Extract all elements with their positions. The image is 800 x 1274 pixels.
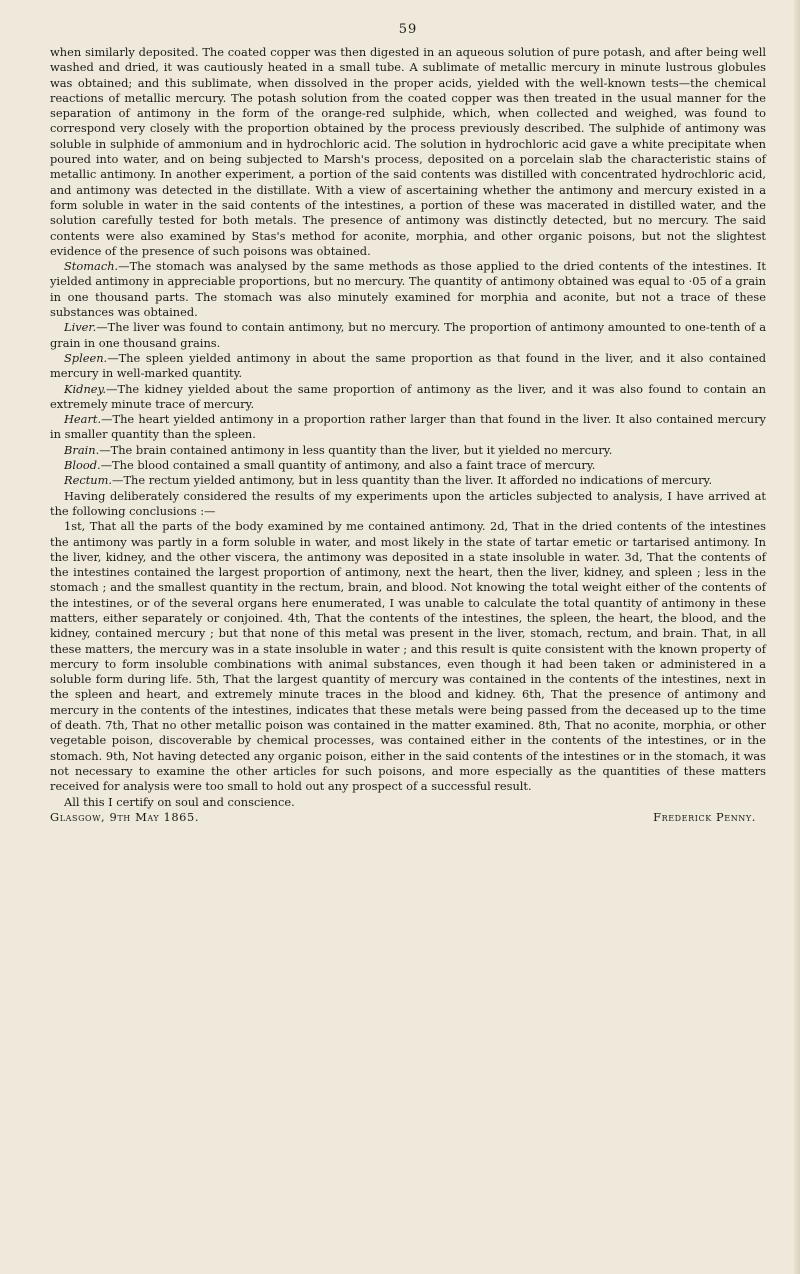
paragraph-text: —The stomach was analysed by the same methods as those applied to the dried contents of the intestines. It yielded antimony in appreciable proportions, but no mercury. The quantity of antimony obtained was equal to ·05 of a grain in one thousand parts. The stomach was also minutely examined for morphia and aconite, but not a trace of these substances was obtained.	[50, 259, 766, 320]
paragraph-text: —The heart yielded antimony in a proportion rather larger than that found in the liver. It also contained mercury in smaller quantity than the spleen.	[50, 412, 766, 442]
body-text	[50, 45, 766, 825]
paragraph-certification	[50, 795, 766, 810]
section-title-kidney: Kidney.	[64, 381, 107, 396]
signatory-name: Frederick Penny.	[653, 809, 756, 824]
section-title-stomach: Stomach.	[64, 259, 119, 274]
paragraph-text: —The liver was found to contain antimony, but no mercury. The proportion of antimony amounted to one-tenth of a grain in one thousand grains.	[50, 320, 766, 350]
paragraph-kidney	[50, 382, 766, 413]
paragraph-text: 1st, That all the parts of the body examined by me contained antimony. 2d, That in the dried contents of the intestines the antimony was partly in a form soluble in water, and most likely in the state of tartar emetic or tartarised antimony. In the liver, kidney, and the other viscera, the antimony was deposited in a state insoluble in water. 3d, That the contents of the intestines contained the largest proportion of antimony, next the heart, then the liver, kidney, and spleen ; less in the stomach ; and the smallest quantity in the rectum, brain, and blood. Not knowing the total weight either of the contents of the intestines, or of the several organs here enumerated, I was unable to calculate the total quantity of antimony in these matters, either separately or conjoined. 4th, That the contents of the intestines, the spleen, the heart, the blood, and the kidney, contained mercury ; but that none of this metal was present in the liver, stomach, rectum, and brain. That, in all these matters, the mercury was in a state insoluble in water ; and this result is quite consistent with the known property of mercury to form insoluble combinations with animal substances, even though it had been taken or administered in a soluble form during life. 5th, That the largest quantity of mercury was contained in the contents of the intestines, next in the spleen and heart, and extremely minute traces in the blood and kidney. 6th, That the presence of antimony and mercury in the contents of the intestines, indicates that these metals were being passed from the deceased up to the time of death. 7th, That no other metallic poison was contained in the matter examined. 8th, That no aconite, morphia, or other vegetable poison, discoverable by chemical processes, was contained either in the contents of the intestines, or in the stomach. 9th, Not having detected any organic poison, either in the said contents of the intestines or in the stomach, it was not necessary to examine the other articles for such poisons, and more especially as the quantities of these matters received for analysis were too small to hold out any prospect of a successful result.	[50, 519, 766, 794]
signature-row	[50, 810, 766, 825]
section-title-blood: Blood.	[64, 458, 101, 473]
paragraph-text: —The blood contained a small quantity of antimony, and also a faint trace of mercury.	[100, 458, 596, 473]
paragraph-text: —The brain contained antimony in less quantity than the liver, but it yielded no mercury.	[99, 442, 613, 457]
section-title-liver: Liver.	[64, 320, 97, 335]
paragraph-rectum	[50, 473, 766, 488]
paragraph-liver	[50, 320, 766, 351]
paragraph-intro	[50, 45, 766, 259]
place-date: Glasgow, 9th May 1865.	[50, 809, 200, 824]
paragraph-text: All this I certify on soul and conscience.	[64, 794, 295, 809]
paragraph-conclusions-intro	[50, 489, 766, 520]
section-title-rectum: Rectum.	[64, 473, 113, 488]
section-title-heart: Heart.	[64, 412, 102, 427]
paragraph-text: when similarly deposited. The coated copper was then digested in an aqueous solution of pure potash, and after being well washed and dried, it was cautiously heated in a small tube. A sublimate of metallic mercury in minute lustrous globules was obtained; and this sublimate, when dissolved in the proper acids, yielded with the well-known tests—the chemical reactions of metallic mercury. The potash solution from the coated copper was then treated in the usual manner for the separation of antimony in the form of the orange-red sulphide, which, when collected and weighed, was found to correspond very closely with the proportion obtained by the process previously described. The sulphide of antimony was soluble in sulphide of ammonium and in hydrochloric acid. The solution in hydrochloric acid gave a white precipitate when poured into water, and on being subjected to Marsh's process, deposited on a porcelain slab the characteristic stains of metallic antimony. In another experiment, a portion of the said contents was distilled with concentrated hydrochloric acid, and antimony was detected in the distillate. With a view of ascertaining whether the antimony and mercury existed in a form soluble in water in the said contents of the intestines, a portion of these was macerated in distilled water, and the solution carefully tested for both metals. The presence of antimony was distinctly detected, but no mercury. The said contents were also examined by Stas's method for aconite, morphia, and other organic poisons, but not the slightest evidence of the presence of such poisons was obtained.	[50, 45, 766, 258]
section-title-spleen: Spleen.	[64, 350, 108, 365]
page-edge-shadow	[794, 0, 800, 1274]
paragraph-blood	[50, 458, 766, 473]
section-title-brain: Brain.	[64, 442, 100, 457]
paragraph-spleen	[50, 351, 766, 382]
paragraph-text: Having deliberately considered the results of my experiments upon the articles subjected to analysis, I have arrived at the following conclusions :—	[50, 488, 766, 518]
paragraph-stomach	[50, 259, 766, 320]
paragraph-heart	[50, 412, 766, 443]
paragraph-conclusions	[50, 519, 766, 794]
paragraph-text: —The spleen yielded antimony in about the same proportion as that found in the liver, and it also contained mercury in well-marked quantity.	[50, 350, 766, 381]
paragraph-brain	[50, 443, 766, 458]
paragraph-text: —The rectum yielded antimony, but in less quantity than the liver. It afforded no indications of mercury.	[112, 473, 713, 488]
paragraph-text: —The kidney yielded about the same proportion of antimony as the liver, and it was also found to contain an extremely minute trace of mercury.	[50, 381, 766, 411]
page-number: 59	[398, 22, 418, 37]
